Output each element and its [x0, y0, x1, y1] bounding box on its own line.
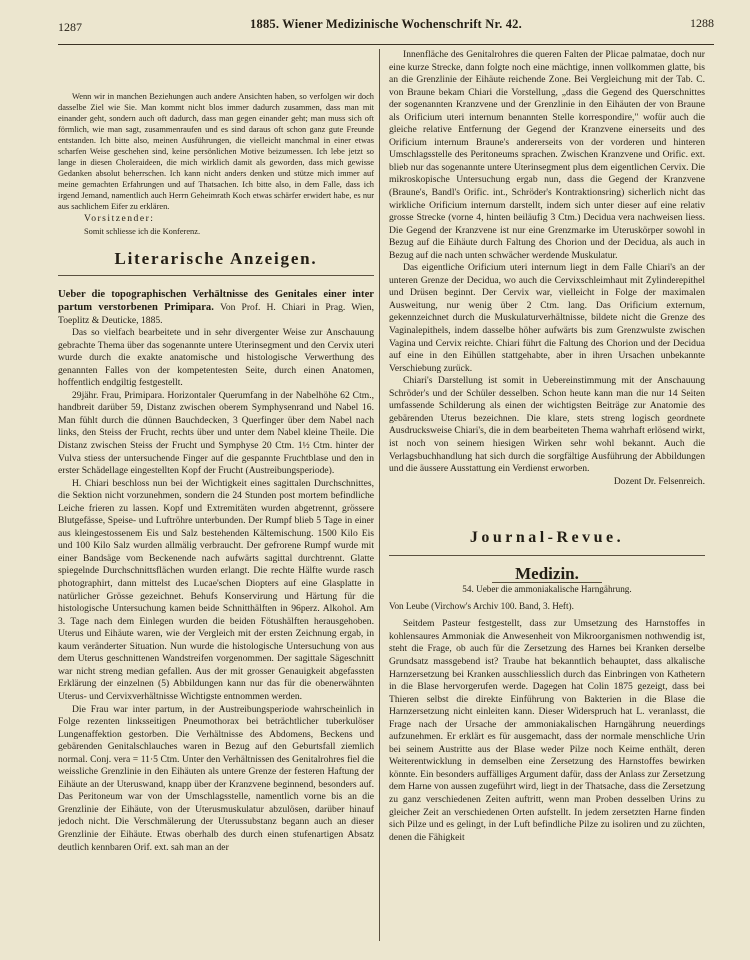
paragraph: H. Chiari beschloss nun bei der Wichtigkeit eines sagittalen Durchschnittes, die Sektion nicht vorzunehmen, sondern die 24 Stunden post mortem befindliche Leiche frieren zu lassen. Kopf und Extremitäten wurden abgetrennt, grössere Blutgefässe, Speise- und Luftröhre unterbunden. Der Rumpf blieb 5 Tage in einer aus kleingestossenem Eis und Salz bestehenden Kältemischung. 1500 Kilo Eis und 100 Kilo Salz wurden allmälig verbraucht. Der gefrorene Rumpf wurde mit einer Bandsäge vom Beckenende nach aufwärts sagittal durchtrennt. Glatte spiegelnde Durchschnittsflächen wurden erlangt. Die rechte Hälfte wurde rasch photographirt, dann mittelst des Lucae'schen Diopters auf eine Glasplatte in natürlicher Grösse gezeichnet. Behufs Konservirung und Härtung für die histologische Untersuchung kamen beide Schnitthälften in 96perz. Alkohol. Am 3. Tage nach dem Einlegen wurden die beiden Fötushälften herausgehoben. Uterus und Eihäute waren, wie der Vergleich mit der ersten Zeichnung ergab, in kaum veränderter Situation. Nun wurde die histologische Untersuchung von aus dem Uterus geschnittenen Wandstreifen vorgenommen. Der sagittale Sägeschnitt war nicht streng median gefallen. Aus der mit grosser Genauigkeit abgefassten Erklärung der einzelnen (5) Abbildungen kann nur das für die obenerwähnten Uterus- und Cervixverhältnisse Wichtigste entnommen werden. — [58, 477, 374, 702]
paragraph: Innenfläche des Genitalrohres die queren Falten der Plicae palmatae, doch nur eine kurze Strecke, dann folgte noch eine mächtige, innen vollkommen glatte, bis an die Grenzlinie der Eihäute reichende Zone. Bei Vergleichung mit der Tab. C. von Braune bekam Chiari die Vorstellung, „dass die Gegend des Querschnittes der sogenannten Kranzvene und der Grenzlinie in den Eihäuten der von Braune als Orificium uteri internum benannten Stelle korrespondire," wofür auch die gleiche relative Entfernung der Gegend der Kranzvene einerseits und des Orificium internum Braune's andererseits von der vorderen und hinteren Umschlagsstelle des Peritoneums sprachen. Zwischen Kranzvene und Orific. ext. blieb nur das sogenannte untere Uterinsegment plus dem eigentlichen Cervix. Die mikroskopische Untersuchung ergab nun, dass die Gegend der Kranzvene (Braune's, Bandl's Orific. int., Schröder's Kontraktionsring) sicherlich nicht das wirkliche Orificium internum darstellt, indem sich unter dieser auf eine relativ grosse Strecke (vorne 4, hinten beiläufig 3 Ctm.) Decidua vera nachweisen liess. Die Gegend der Kranzvene ist nur eine Grenzmarke im Uteruskörper sowohl in Bezug auf die Eihäute durch Faltung des Chorion und der Decidua, als auch in Bezug auf die nach unten schwächer werdende Muskulatur. — [389, 49, 705, 261]
right-column — [380, 45, 705, 941]
article-title: 54. Ueber die ammoniakalische Harngährung. — [462, 584, 632, 595]
paragraph: Das eigentliche Orificium uteri internum liegt in dem Falle Chiari's an der unteren Grenze der Decidua, wo auch die Cervixschleimhaut mit Zylinderepithel und Drüsen beginnt. Der Cervix war, vielleicht in Folge der maximalen Ausweitung, nur wenig über 2 Ctm. lang. Das Orificium externum, gekennzeichnet durch die Muskulaturverhältnisse, bildete nicht die Grenze des Vaginalepithels, indem dasselbe höher aufwärts bis zum Grenzwulste zwischen Vagina und Cervix reichte. Chiari führt die Faltung des Chorion und der Decidua auf eine in den Eihüllen stattgehabte, aber in ihren Ursachen unbekannte Verschiebung zurück. — [389, 262, 705, 374]
book-title-text: Ueber die topographischen Verhältnisse des Genitales einer inter partum verstorbenen Primipara. — [58, 289, 374, 314]
divider-line — [58, 275, 374, 276]
book-reference: Von Prof. H. Chiari in Prag. Wien, Toeplitz & Deuticke, 1885. — [58, 302, 374, 327]
speech-text: Wenn wir in manchen Beziehungen auch andere Ansichten haben, so verfolgen wir doch dasselbe Ziel wie Sie. Man kommt nicht blos immer dadurch zusammen, dass man mit einander geht, sondern auch oft dadurch, dass man gegen einander geht; man muss sich oft förmlich, wie man sagt, zusammenraufen und es sind daraus oft schon ganz gute Freunde entstanden. Ich bitte also, meinen Ausführungen, die vielleicht manchmal in einer etwas scharfen Weise geschehen sind, keine persönlichen Motive beizumessen. Ich lebe jetzt so lange in diesen Choleraideen, die mich wirklich damit als geworden, dass mich gewisse Gedanken absolut beherrschen. Ich kann nicht anders denken und stütze mich immer auf meine gemachten Erfahrungen und auf Thatsachen. Ich bitte also, in dem Falle, dass ich irgend Jemand, namentlich auch Herrn Geheimrath Koch etwas schärfer erwidert habe, es nur aus sachlichem Eifer zu erklären. — [58, 92, 374, 211]
subsection-title-medicine: Medizin. — [515, 563, 579, 583]
two-column-layout — [58, 45, 714, 941]
section-title-literary: Literarische Anzeigen. — [114, 248, 318, 268]
paragraph: Die Frau war inter partum, in der Austreibungsperiode wahrscheinlich in Folge rezenten linksseitigen Pneumothorax bei beträchtlicher tuberkulöser Lungenaffektion gestorben. Die Verhältnisse des Abdomens, Beckens und gebärenden Genitalschlauches waren in Bezug auf den Geburtsfall ziemlich normal. Conj. vera = 11·5 Ctm. Unter den Verhältnissen des Genitalrohres fiel die weissliche Grenzlinie in den Eihäuten als untere Grenze der festeren Haftung der Eihäute an der Uteruswand, knapp über der Kranzvene beginnend, besonders auf. Das Peritoneum war von der Umschlagsstelle, namentlich vorne bis an die Grenzlinie der Eihäute, von der Uterusmuskulatur abzulösen, darüber hinauf jedoch nicht. Die Verschmälerung der Uterussubstanz begann auch an dieser Grenzlinie der Eihäute. Etwas oberhalb des durch einen stufenartigen Absatz deutlich kennbaren Orif. ext. sah man an der — [58, 703, 374, 853]
speaker-label: Vorsitzender: — [84, 213, 155, 224]
page-number-left: 1287 — [58, 20, 82, 34]
review-signature: Dozent Dr. Felsenreich. — [613, 475, 705, 487]
article-author: Von Leube (Virchow's Archiv 100. Band, 3. Heft). — [389, 600, 574, 611]
section-title-journal: Journal-Revue. — [469, 529, 625, 547]
paragraph: Das so vielfach bearbeitete und in sehr divergenter Weise zur Anschauung gebrachte Thema über das sogenannte untere Uterinsegment und den Cervix uteri wurde durch die exakte anatomische und histologische Verwerthung des genannten Falles von der kompetentesten Seite, durch einen Anatomen, hoffentlich endgiltig festgestellt. — [58, 327, 374, 389]
divider-line — [389, 555, 705, 556]
paragraph: Chiari's Darstellung ist somit in Uebereinstimmung mit der Anschauung Schröder's und der Schüler desselben. Schon heute kann man die nur 14 Seiten umfassende Schilderung als einen der wichtigsten Beiträge zur Anatomie des gebärenden Uterus bezeichnen. Die klare, stets streng logisch geordnete Ausdrucksweise Chiari's, die in dem bearbeiteten Thema wahrhaft erlösend wirkt, ist noch von seinem hiesigen Wirken sehr wohl bekannt. Auch die Verlagsbuchhandlung hat sich durch die sorgfältige Ausführung der Abbildungen und die äussere Ausstattung ein Verdienst erworben. — [389, 375, 705, 475]
paragraph: 29jähr. Frau, Primipara. Horizontaler Querumfang in der Nabelhöhe 62 Ctm., handbreit darüber 59, Distanz zwischen oberem Symphysenrand und Nabel 16. Man fühlt durch die dünnen Bauchdecken, 3 Querfinger über dem Nabel nach links, den Steiss der Frucht, rechts über und unter dem Nabel kleine Theile. Die Distanz zwischen Steiss der Frucht und Symphyse 20 Ctm. 1½ Ctm. hinter der Vulva stiess der untersuchende Finger auf die gespannte Fruchtblase und den in erster Schädellage eingestellten Kopf der Frucht (Austreibungsperiode). — [58, 389, 374, 477]
journal-header-title: 1885. Wiener Medizinische Wochenschrift Nr. 42. — [250, 17, 522, 31]
page-header — [58, 14, 714, 45]
book-review-title — [58, 288, 374, 327]
page-number-right: 1288 — [690, 16, 714, 30]
closing-remark: Somit schliesse ich die Konferenz. — [84, 226, 201, 236]
left-column — [58, 45, 379, 941]
paragraph: Seitdem Pasteur festgestellt, dass zur Umsetzung des Harnstoffes in kohlensaures Ammoniak die Anwesenheit von Mikroorganismen nothwendig ist, steht die Frage, ob auch für die Zersetzung des Harnes bei Kranken derselbe Grundsatz massgebend ist? Traube hat bekanntlich behauptet, dass alkalische Harnzersetzung bei Kranken ausschliesslich durch das Einbringen von Kathetern in die Blase hervorgerufen werde. Dagegen hat Colin 1875 gezeigt, dass bei Thieren selbst die direkte Einführung von Bakterien in die Blase die Harnzersetzung nicht einleiten kann. Dieser Widerspruch hat L. veranlasst, die Frage nach der Ursache der ammoniakalischen Harngährung neuerdings aufzunehmen. Er erklärt es für ausgemacht, dass der normale menschliche Urin bei seinem Austritte aus der Blase weder Pilze noch Keime enthält, deren Weiterentwicklung in demselben eine Zersetzung des Harnstoffes bewirken könnte. Ein besonders auffälliges Argument dafür, dass der Anlass zur Zersetzung dem Harne von aussen zugeführt wird, liegt in der Thatsache, dass die Zersetzung zu ganz verschiedenen Zeiten auftritt, wenn man Proben desselben Urins zu gleicher Zeit an verschiedenen Orten aufstellt. In jedem zersetzten Harne finden sich Pilze und es gelingt, in der Luft befindliche Pilze zu isoliren und zu züchten, denen die Fähigkeit — [389, 618, 705, 843]
